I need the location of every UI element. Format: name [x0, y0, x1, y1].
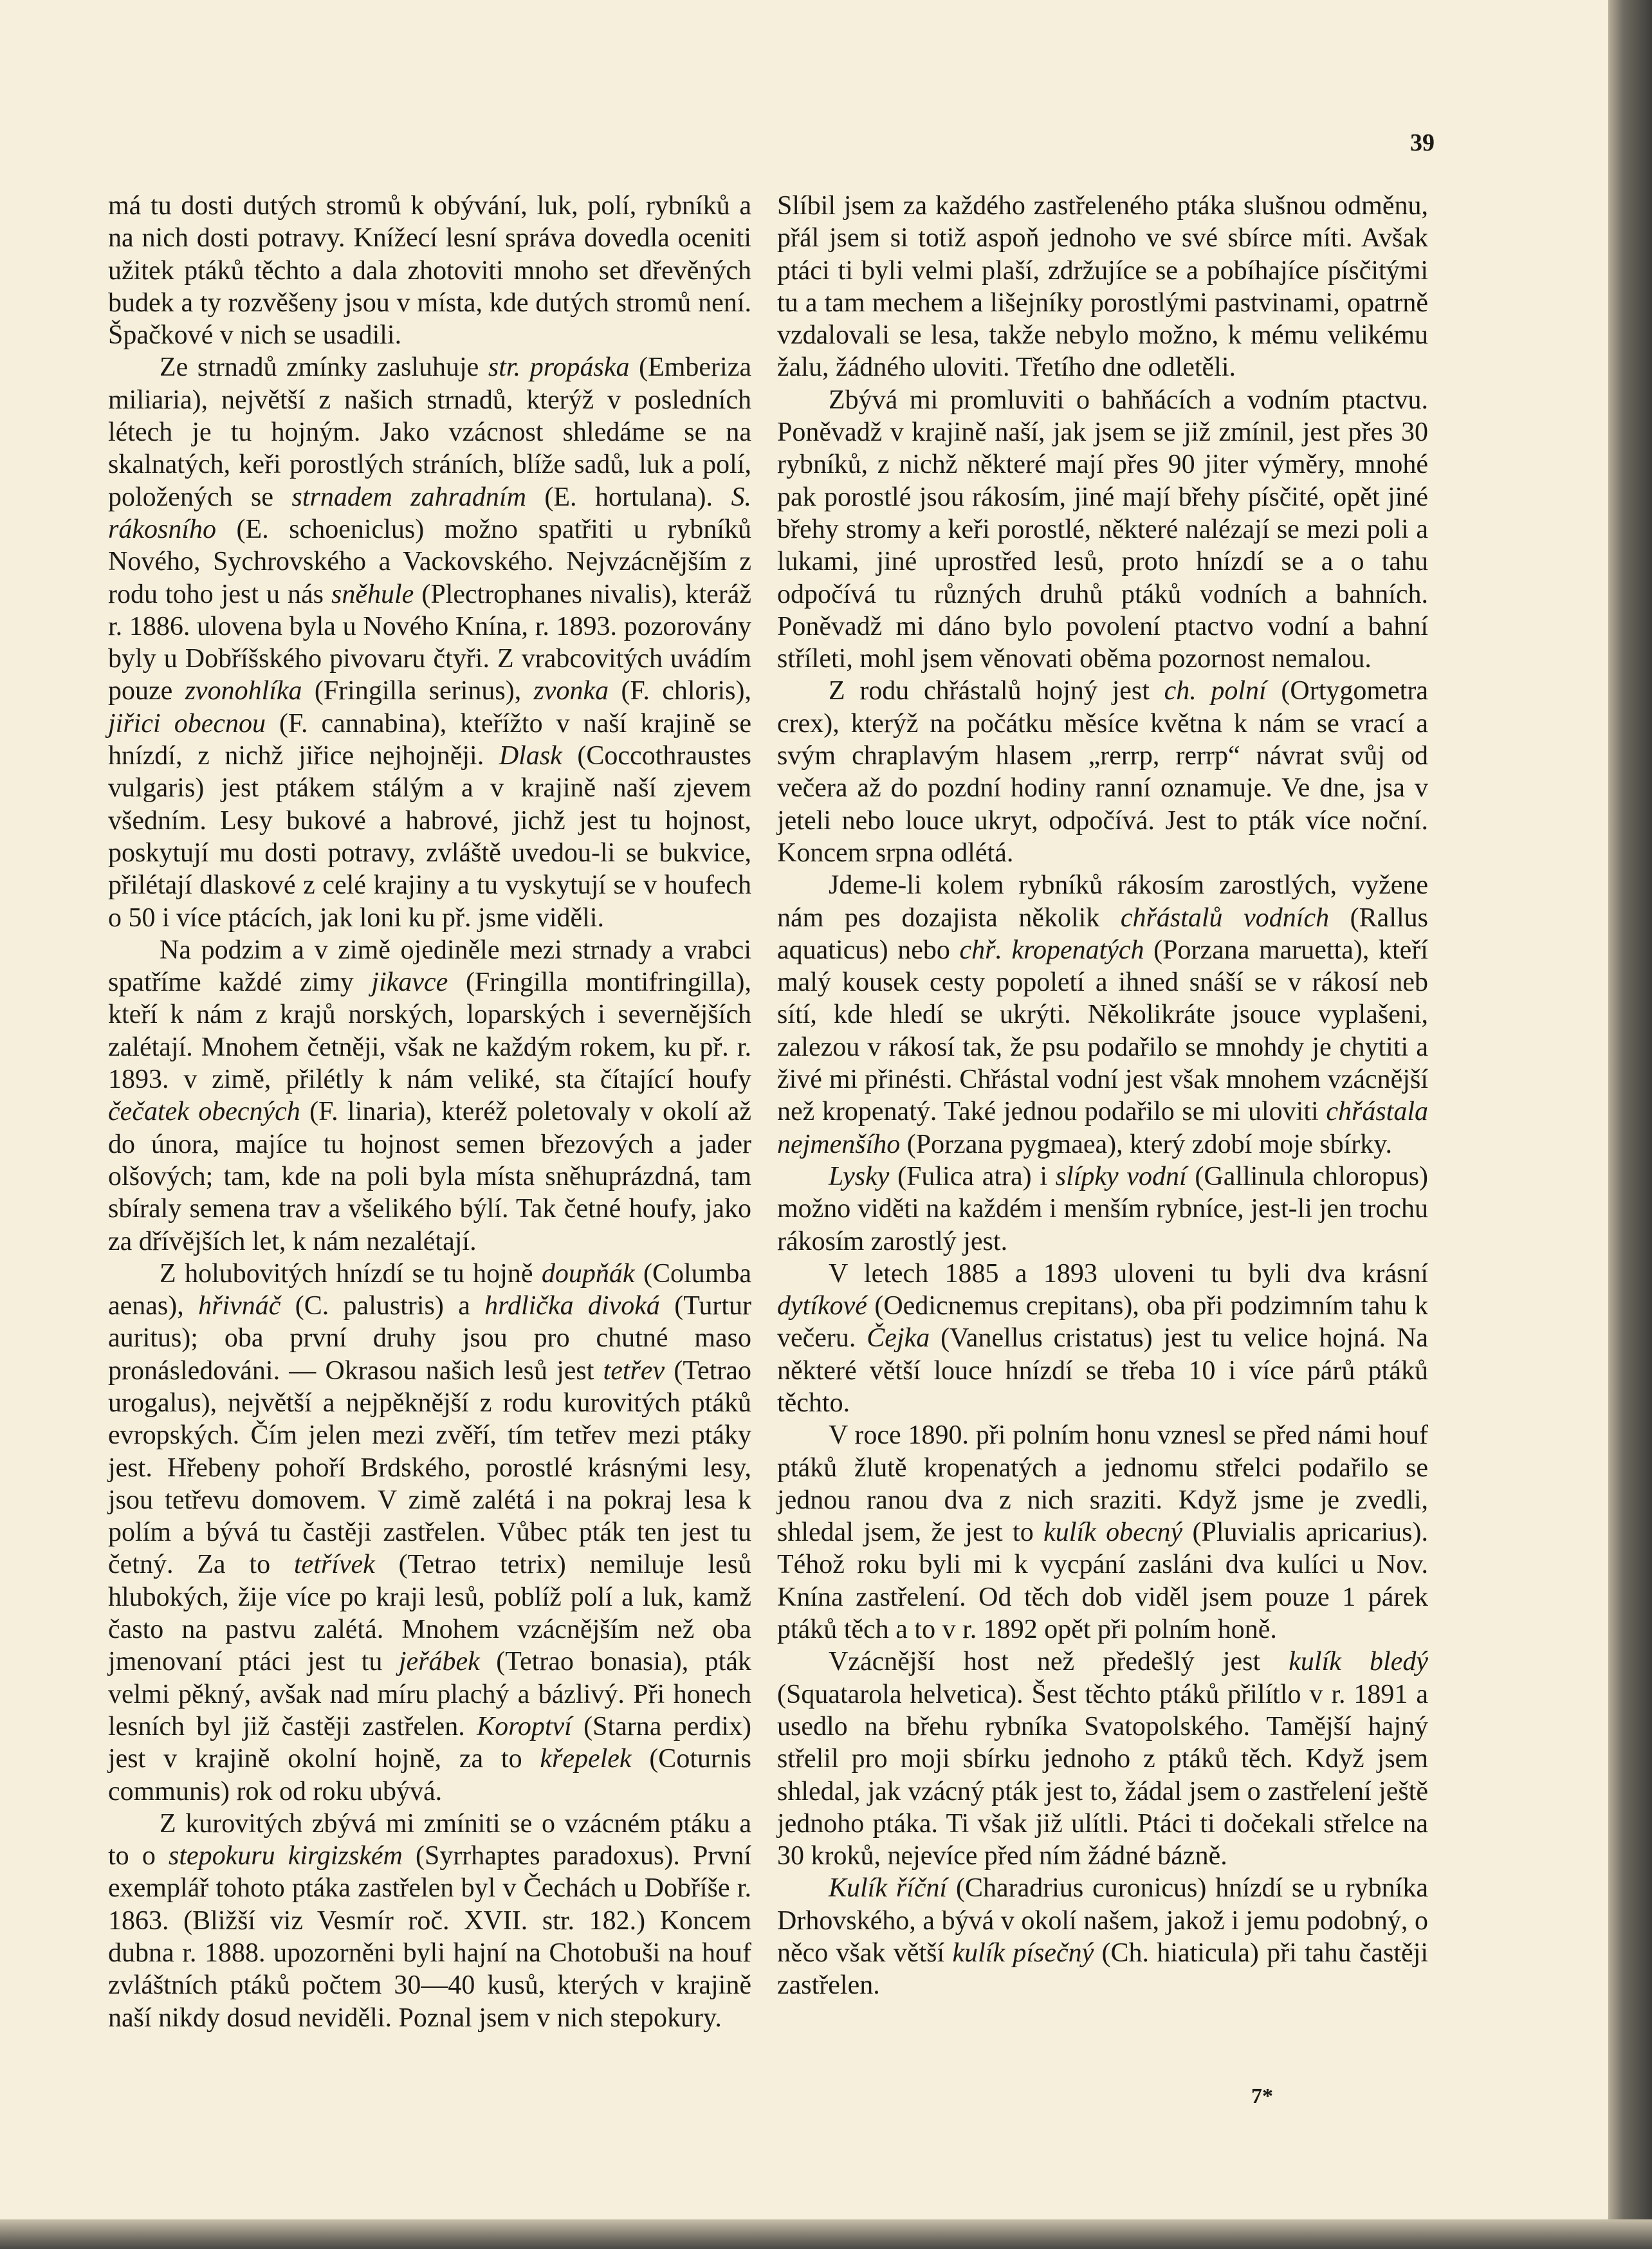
- paragraph: Na podzim a v zimě ojediněle mezi strnady a vrabci spatříme každé zimy jikavce (Fringilla montifringilla), kteří k nám z krajů norských, loparských i severnějších zalétají. Mnohem četněji, však ne každým rokem, ku př. r. 1893. v zimě, přilétly k nám veliké, sta čítající houfy čečatek obecných (F. linaria), kteréž poletovaly v okolí až do února, majíce tu hojnost semen březových a jader olšových; tam, kde na poli byla místa sněhuprázdná, tam sbíraly semena trav a všelikého býlí. Tak četné houfy, jako za dřívějších let, k nám nezalétají.: [108, 935, 751, 1256]
- printer-signature-mark: 7*: [1251, 2084, 1273, 2108]
- paragraph: Z rodu chřástalů hojný jest ch. polní (Ortygometra crex), kterýž na počátku měsíce května k nám se vrací a svým chraplavým hlasem „rerrp, rerrp“ návrat svůj od večera až do pozdní hodiny ranní oznamuje. Ve dne, jsa v jeteli nebo louce ukryt, odpočívá. Jest to pták více noční. Koncem srpna odlétá.: [777, 676, 1428, 868]
- paragraph: Z holubovitých hnízdí se tu hojně doupňák (Columba aenas), hřivnáč (C. palustris) a hrdlička divoká (Turtur auritus); oba první druhy jsou pro chutné maso pronásledováni. — Okrasou našich lesů jest tetřev (Tetrao urogalus), největší a nejpěknější z rodu kurovitých ptáků evropských. Čím jelen mezi zvěří, tím tetřev mezi ptáky jest. Hřebeny pohoří Brdského, porostlé krásnými lesy, jsou tetřevu domovem. V zimě zalétá i na pokraj lesa k polím a bývá tu častěji zastřelen. Vůbec pták ten jest tu četný. Za to tetřívek (Tetrao tetrix) nemiluje lesů hlubokých, žije více po kraji lesů, poblíž polí a luk, kamž často na pastvu zalétá. Mnohem vzácnějším než oba jmenovaní ptáci jest tu jeřábek (Tetrao bonasia), pták velmi pěkný, avšak nad míru plachý a bázlivý. Při honech lesních byl již častěji zastřelen. Koroptví (Starna perdix) jest v krajině okolní hojně, za to křepelek (Coturnis communis) rok od roku ubývá.: [108, 1258, 752, 1806]
- paragraph: Z kurovitých zbývá mi zmíniti se o vzácném ptáku a to o stepokuru kirgizském (Syrrhaptes paradoxus). První exemplář tohoto ptáka zastřelen byl v Čechách u Dobříše r. 1863. (Bližší viz Vesmír roč. XVII. str. 182.) Koncem dubna r. 1888. upozorněni byli hajní na Chotobuši na houf zvláštních ptáků počtem 30—40 kusů, kterých v krajině naší nikdy dosud neviděli. Poznal jsem v nich stepokury.: [108, 1808, 751, 2033]
- paragraph: Jdeme-li kolem rybníků rákosím zarostlých, vyžene nám pes dozajista několik chřástalů vodních (Rallus aquaticus) nebo chř. kropenatých (Porzana maruetta), kteří malý kousek cesty popoletí a ihned snáší se v rákosí neb sítí, kde hledí se ukrýti. Několikráte jsouce vyplašeni, zalezou v rákosí tak, že psu podařilo se mnohdy je chytiti a živé mi přinésti. Chřástal vodní jest však mnohem vzácnější než kropenatý. Také jednou podařilo se mi uloviti chřástala nejmenšího (Porzana pygmaea), který zdobí moje sbírky.: [777, 870, 1428, 1159]
- paragraph: V roce 1890. při polním honu vznesl se před námi houf ptáků žlutě kropenatých a jednomu střelci podařilo se jednou ranou dva z nich sraziti. Když jsme je zvedli, shledal jsem, že jest to kulík obecný (Pluvialis apricarius). Téhož roku byli mi k vycpání zasláni dva kulíci u Nov. Knína zastřelení. Od těch dob viděl jsem pouze 1 párek ptáků těch a to v r. 1892 opět při polním honě.: [777, 1420, 1429, 1645]
- left-column: [108, 190, 751, 2034]
- right-column: [777, 190, 1428, 2002]
- paragraph: Ze strnadů zmínky zasluhuje str. propáska (Emberiza miliaria), největší z našich strnadů, kterýž v posledních létech je tu hojným. Jako vzácnost shledáme se na skalnatých, keři porostlých stráních, blíže sadů, luk a polí, položených se strnadem zahradním (E. hortulana). S. rákosního (E. schoeniclus) možno spatřiti u rybníků Nového, Sychrovského a Vackovského. Nejvzácnějším z rodu toho jest u nás sněhule (Plectrophanes nivalis), kteráž r. 1886. ulovena byla u Nového Knína, r. 1893. pozorovány byly u Dobříšského pivovaru čtyři. Z vrabcovitých uvádím pouze zvonohlíka (Fringilla serinus), zvonka (F. chloris), jiřici obecnou (F. cannabina), kteřížto v naší krajině se hnízdí, z nichž jiřice nejhojněji. Dlask (Coccothraustes vulgaris) jest ptákem stálým a v krajině naší zjevem všedním. Lesy bukové a habrové, jichž jest tu hojnost, poskytují mu dosti potravy, zvláště uvedou-li se bukvice, přilétají dlaskové z celé krajiny a tu vyskytují se v houfech o 50 i více ptácích, jak loni ku př. jsme viděli.: [108, 353, 752, 933]
- page-edge-right: [1608, 0, 1652, 2249]
- paragraph: Zbývá mi promluviti o bahňácích a vodním ptactvu. Poněvadž v krajině naší, jak jsem se již zmínil, jest přes 30 rybníků, z nichž některé mají přes 90 jiter výměry, mnohé pak porostlé jsou rákosím, jiné mají břehy písčité, opět jiné břehy stromy a keři porostlé, některé nalézají se mezi poli a lukami, jiné uprostřed lesů, proto hnízdí se a o tahu odpočívá tu různých druhů ptáků vodních a bahních. Poněvadž mi dáno bylo povolení ptactvo vodní a bahní stříleti, mohl jsem věnovati oběma pozornost nemalou.: [777, 385, 1428, 674]
- page-number: 39: [1410, 129, 1435, 156]
- paragraph: Lysky (Fulica atra) i slípky vodní (Gallinula chloropus) možno viděti na každém i menším rybníce, jest-li jen trochu rákosím zarostlý jest.: [777, 1161, 1429, 1256]
- paragraph: Vzácnější host než předešlý jest kulík bledý (Squatarola helvetica). Šest těchto ptáků přilítlo v r. 1891 a usedlo na břehu rybníka Svatopolského. Tamější hajný střelil pro moji sbírku jednoho z ptáků těch. Když jsem shledal, jak vzácný pták jest to, žádal jsem o zastřelení ještě jednoho ptáka. Ti však již ulítli. Ptáci ti dočekali střelce na 30 kroků, nejevíce před ním žádné bázně.: [777, 1647, 1428, 1871]
- paragraph: V letech 1885 a 1893 uloveni tu byli dva krásní dytíkové (Oedicnemus crepitans), oba při podzimním tahu k večeru. Čejka (Vanellus cristatus) jest tu velice hojná. Na některé větší louce hnízdí se třeba 10 i více párů ptáků těchto.: [777, 1258, 1428, 1418]
- paragraph: Slíbil jsem za každého zastřeleného ptáka slušnou odměnu, přál jsem si totiž aspoň jednoho ve své sbírce míti. Avšak ptáci ti byli velmi plaší, zdržujíce se a pobíhajíce písčitými tu a tam mechem a lišejníky porostlými pastvinami, opatrně vzdalovali se lesa, takže nebylo možno, k mému velikému žalu, žádného uloviti. Třetího dne odletěli.: [777, 191, 1428, 383]
- paragraph: Kulík říční (Charadrius curonicus) hnízdí se u rybníka Drhovského, a bývá v okolí našem, jakož i jemu podobný, o něco však větší kulík písečný (Ch. hiaticula) při tahu častěji zastřelen.: [777, 1873, 1428, 2001]
- paragraph: má tu dosti dutých stromů k obývání, luk, polí, rybníků a na nich dosti potravy. Knížecí lesní správa dovedla oceniti užitek ptáků těchto a dala zhotoviti mnoho set dřevěných budek a ty rozvěšeny jsou v místa, kde dutých stromů není. Špačkové v nich se usadili.: [108, 191, 751, 351]
- page-edge-bottom: [0, 2219, 1652, 2249]
